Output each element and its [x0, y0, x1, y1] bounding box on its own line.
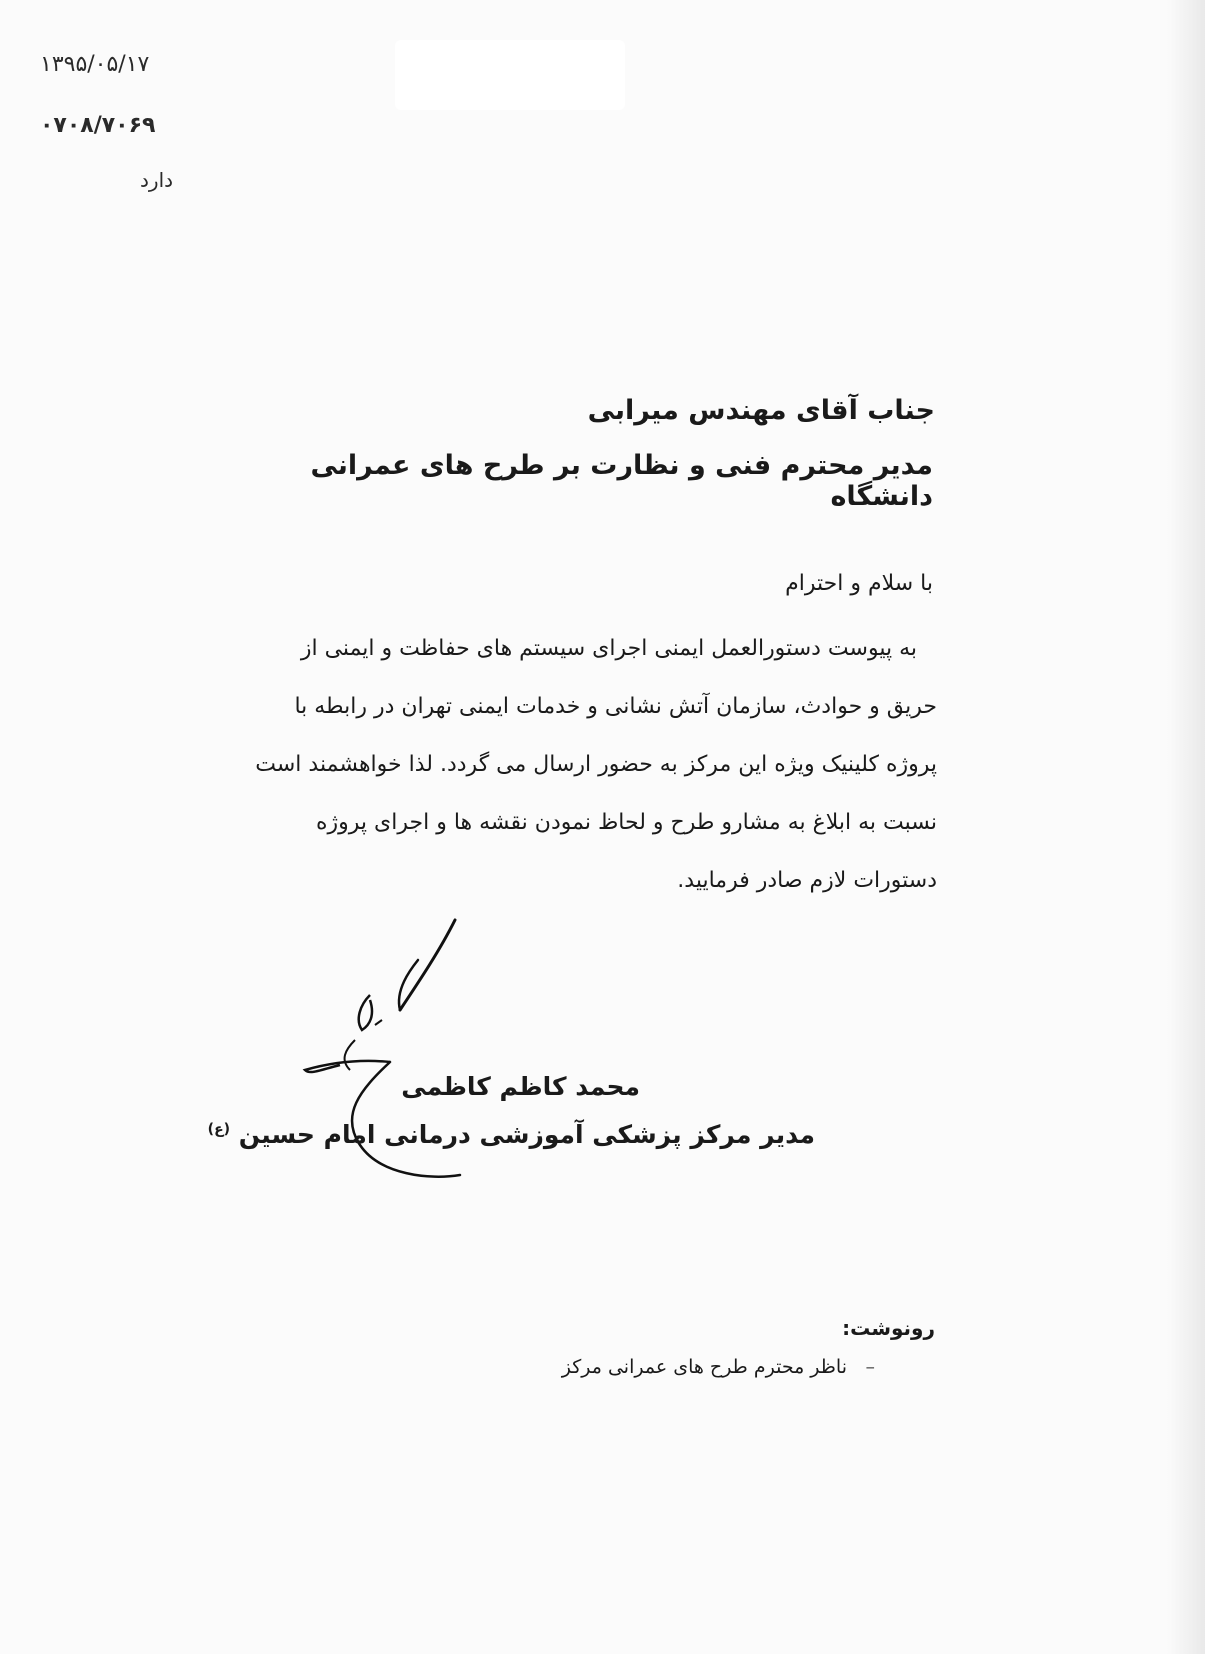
signer-honorific: (ع) — [207, 1121, 231, 1138]
cc-bullet: – — [865, 1356, 875, 1378]
letter-date: ۱۳۹۵/۰۵/۱۷ — [40, 52, 150, 77]
handwritten-signature — [300, 900, 600, 1200]
letter-body — [97, 620, 937, 910]
cc-label: رونوشت: — [842, 1316, 935, 1340]
body-line: نسبت به ابلاغ به مشارو طرح و لحاظ نمودن نقشه ها و اجرای پروژه — [316, 810, 937, 835]
attachment-status: دارد — [140, 168, 174, 192]
body-line: دستورات لازم صادر فرمایید. — [677, 868, 937, 893]
body-line: حریق و حوادث، سازمان آتش نشانی و خدمات ایمنی تهران در رابطه با — [294, 694, 937, 719]
cc-item: ناظر محترم طرح های عمرانی مرکز — [561, 1356, 847, 1378]
letter-number: ۰۷۰۸/۷۰۶۹ — [40, 113, 156, 138]
greeting: با سلام و احترام — [785, 571, 933, 596]
body-line: پروژه کلینیک ویژه این مرکز به حضور ارسال می گردد. لذا خواهشمند است — [255, 752, 937, 777]
recipient-name: جناب آقای مهندس میرابی — [587, 395, 935, 426]
signer-name: محمد کاظم کاظمی — [401, 1072, 640, 1101]
recipient-title: مدیر محترم فنی و نظارت بر طرح های عمرانی دانشگاه — [310, 450, 933, 512]
signer-title-text: مدیر مرکز پزشکی آموزشی درمانی امام حسین — [238, 1120, 815, 1149]
signer-title — [115, 1120, 815, 1149]
redacted-area — [395, 40, 625, 110]
body-line: به پیوست دستورالعمل ایمنی اجرای سیستم های حفاظت و ایمنی از — [300, 636, 917, 661]
